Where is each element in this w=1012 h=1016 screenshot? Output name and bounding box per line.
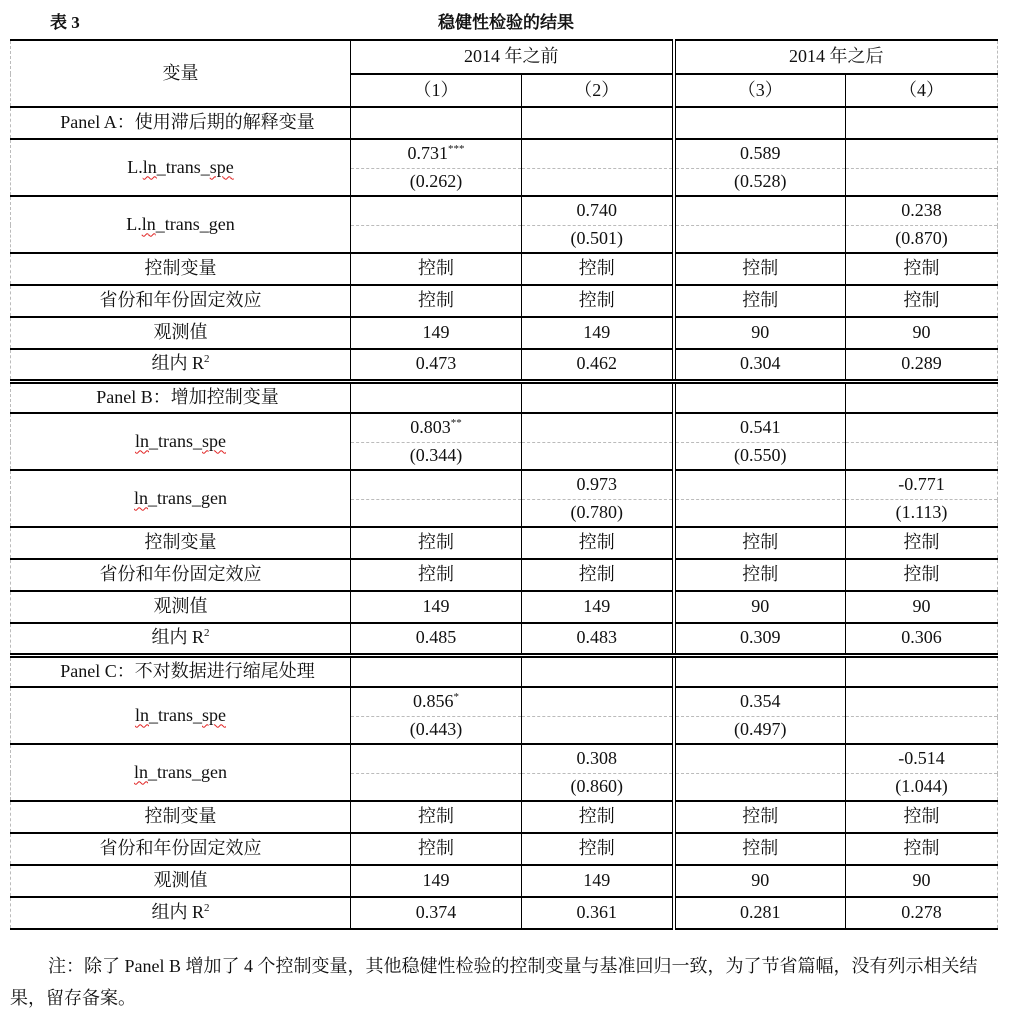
variable-name-ln: ln [141,213,156,234]
coefficient-cell [674,413,846,442]
variable-label [11,139,351,196]
table-number: 表 3 [50,13,80,32]
value-cell: 90 [846,591,998,623]
empty-cell [846,655,998,687]
value-cell: 控制 [674,527,846,559]
value-cell: 149 [351,865,522,897]
value-cell: 0.281 [674,897,846,929]
value-cell: 控制 [522,559,674,591]
row-label [11,317,351,349]
coefficient-cell [846,413,998,442]
value-cell: 90 [674,317,846,349]
standard-error-cell [522,168,674,196]
variable-name-mid: _trans_ [149,430,202,451]
standard-error-cell: (0.497) [674,716,846,744]
observations-row [11,591,998,623]
row-label [11,591,351,623]
standard-error-cell: (0.550) [674,442,846,470]
row-label-text: 组内 R [151,902,204,923]
significance-stars: ** [450,416,462,429]
standard-error-cell: (0.262) [351,168,522,196]
standard-error-cell [351,773,522,801]
row-label-text: 控制变量 [144,532,217,553]
coefficient-cell [351,139,522,168]
row-label [11,833,351,865]
variable-header: 变量 [11,40,351,107]
value-cell: 149 [522,865,674,897]
standard-error-cell [674,499,846,527]
r2-row [11,349,998,381]
coefficient-cell [846,744,998,773]
r2-row [11,623,998,655]
table-title: 稳健性检验的结果 [438,13,574,32]
variable-name-suffix: spe [209,156,234,177]
variable-label [11,470,351,527]
variable-name-ln: ln [134,704,149,725]
coefficient-value: 0.803 [410,416,451,437]
value-cell: 0.306 [846,623,998,655]
value-cell: 控制 [522,833,674,865]
variable-prefix: L. [126,213,142,234]
standard-error-cell: (0.860) [522,773,674,801]
table-note: 注：除了 Panel B 增加了 4 个控制变量，其他稳健性检验的控制变量与基准回归一致，为了节省篇幅，没有列示相关结果，留存备案。 [10,956,978,1008]
coefficient-value: 0.589 [740,142,781,163]
significance-stars: * [453,690,459,703]
coefficient-cell [846,470,998,499]
panel-title-row [11,381,998,413]
row-label-text: 观测值 [153,322,208,343]
value-cell: 控制 [674,801,846,833]
variable-name-suffix: spe [202,704,226,725]
empty-cell [674,107,846,139]
coefficient-cell [522,139,674,168]
value-cell: 控制 [846,527,998,559]
coefficient-row [11,196,998,225]
variable-name-ln: ln [134,430,149,451]
coefficient-cell [846,196,998,225]
value-cell: 149 [351,591,522,623]
header-row-groups [11,40,998,74]
panel-title: Panel A：使用滞后期的解释变量 [11,107,351,139]
standard-error-cell: (0.870) [846,225,998,253]
coefficient-cell [522,470,674,499]
value-cell: 90 [846,317,998,349]
value-cell: 0.361 [522,897,674,929]
row-label [11,801,351,833]
value-cell: 控制 [522,527,674,559]
coefficient-value: 0.973 [576,473,617,494]
standard-error-cell: (1.113) [846,499,998,527]
value-cell: 控制 [522,253,674,285]
significance-stars: *** [448,142,465,155]
standard-error-cell [846,716,998,744]
value-cell: 0.304 [674,349,846,381]
empty-cell [351,107,522,139]
value-cell: 控制 [846,801,998,833]
value-cell: 控制 [674,285,846,317]
coefficient-cell [846,139,998,168]
standard-error-cell [351,499,522,527]
row-label-text: 观测值 [153,870,208,891]
coefficient-cell [674,139,846,168]
panel-title-row [11,655,998,687]
variable-name-suffix: spe [202,430,226,451]
column-header-1: （1） [351,74,522,107]
coefficient-row [11,139,998,168]
standard-error-cell: (0.344) [351,442,522,470]
value-cell: 0.462 [522,349,674,381]
empty-cell [522,381,674,413]
controls-row [11,527,998,559]
standard-error-cell: (0.443) [351,716,522,744]
standard-error-cell [351,225,522,253]
row-label-text: 控制变量 [144,258,217,279]
standard-error-cell: (0.528) [674,168,846,196]
coefficient-value: -0.771 [898,473,945,494]
standard-error-cell [522,716,674,744]
value-cell: 控制 [674,253,846,285]
standard-error-cell: (0.780) [522,499,674,527]
r2-row [11,897,998,929]
fixed-effects-row [11,285,998,317]
variable-prefix: L. [127,156,143,177]
controls-row [11,801,998,833]
coefficient-cell [674,470,846,499]
coefficient-cell [351,413,522,442]
variable-label [11,687,351,744]
variable-label [11,413,351,470]
value-cell: 149 [351,317,522,349]
coefficient-row [11,744,998,773]
controls-row [11,253,998,285]
coefficient-value: 0.354 [740,690,781,711]
column-header-4: （4） [846,74,998,107]
value-cell: 控制 [846,285,998,317]
value-cell: 控制 [846,559,998,591]
coefficient-cell [674,744,846,773]
coefficient-cell [846,687,998,716]
panel-title-row [11,107,998,139]
value-cell: 0.483 [522,623,674,655]
group-header-after-2014: 2014 年之后 [674,40,998,74]
coefficient-value: 0.740 [576,199,617,220]
variable-label [11,744,351,801]
standard-error-cell [522,442,674,470]
value-cell: 0.289 [846,349,998,381]
column-header-2: （2） [522,74,674,107]
coefficient-cell [522,196,674,225]
variable-name-mid: _trans_ [156,156,210,177]
coefficient-cell [351,744,522,773]
row-label-text: 组内 R [151,627,204,648]
panel-title: Panel C：不对数据进行缩尾处理 [11,655,351,687]
panel-title: Panel B：增加控制变量 [11,381,351,413]
standard-error-cell [674,773,846,801]
results-table [10,39,998,930]
row-label-text: 观测值 [153,596,208,617]
superscript: 2 [204,353,210,366]
coefficient-value: 0.238 [901,199,942,220]
variable-name-mid: _trans_gen [155,213,235,234]
row-label [11,865,351,897]
coefficient-cell [522,744,674,773]
value-cell: 控制 [351,285,522,317]
value-cell: 0.278 [846,897,998,929]
value-cell: 90 [674,865,846,897]
value-cell: 控制 [674,833,846,865]
value-cell: 控制 [522,801,674,833]
value-cell: 控制 [522,285,674,317]
column-header-3: （3） [674,74,846,107]
row-label-text: 控制变量 [144,806,217,827]
variable-name-ln: ln [134,761,149,782]
value-cell: 149 [522,317,674,349]
empty-cell [351,381,522,413]
value-cell: 控制 [351,559,522,591]
coefficient-row [11,470,998,499]
empty-cell [522,655,674,687]
coefficient-row [11,413,998,442]
standard-error-cell [846,442,998,470]
fixed-effects-row [11,833,998,865]
coefficient-value: 0.856 [413,690,454,711]
value-cell: 90 [674,591,846,623]
value-cell: 控制 [351,801,522,833]
row-label [11,349,351,381]
coefficient-cell [674,196,846,225]
variable-name-mid: _trans_ [149,704,202,725]
row-label [11,527,351,559]
superscript: 2 [204,627,210,640]
value-cell: 0.485 [351,623,522,655]
coefficient-value: 0.731 [407,142,448,163]
value-cell: 控制 [351,833,522,865]
value-cell: 0.374 [351,897,522,929]
value-cell: 0.473 [351,349,522,381]
empty-cell [522,107,674,139]
value-cell: 控制 [846,253,998,285]
empty-cell [846,381,998,413]
coefficient-cell [351,687,522,716]
fixed-effects-row [11,559,998,591]
value-cell: 控制 [846,833,998,865]
row-label [11,897,351,929]
coefficient-value: -0.514 [898,747,945,768]
coefficient-cell [674,687,846,716]
standard-error-cell [846,168,998,196]
superscript: 2 [204,902,210,915]
group-header-before-2014: 2014 年之前 [351,40,674,74]
row-label [11,285,351,317]
value-cell: 控制 [351,527,522,559]
variable-name-mid: _trans_gen [148,761,227,782]
coefficient-cell [351,196,522,225]
value-cell: 控制 [351,253,522,285]
empty-cell [674,655,846,687]
empty-cell [674,381,846,413]
row-label [11,253,351,285]
row-label-text: 组内 R [151,353,204,374]
coefficient-value: 0.308 [576,747,617,768]
coefficient-cell [522,413,674,442]
variable-name-mid: _trans_gen [148,487,227,508]
observations-row [11,865,998,897]
variable-label [11,196,351,253]
empty-cell [351,655,522,687]
coefficient-value: 0.541 [740,416,781,437]
variable-name-ln: ln [134,487,149,508]
row-label-text: 省份和年份固定效应 [99,564,262,585]
coefficient-row [11,687,998,716]
row-label-text: 省份和年份固定效应 [99,838,262,859]
coefficient-cell [351,470,522,499]
row-label-text: 省份和年份固定效应 [99,290,262,311]
row-label [11,559,351,591]
standard-error-cell [674,225,846,253]
coefficient-cell [522,687,674,716]
value-cell: 90 [846,865,998,897]
table-caption [0,8,1012,34]
standard-error-cell: (1.044) [846,773,998,801]
standard-error-cell: (0.501) [522,225,674,253]
empty-cell [846,107,998,139]
value-cell: 控制 [674,559,846,591]
observations-row [11,317,998,349]
row-label [11,623,351,655]
variable-name-ln: ln [142,156,157,177]
value-cell: 149 [522,591,674,623]
value-cell: 0.309 [674,623,846,655]
